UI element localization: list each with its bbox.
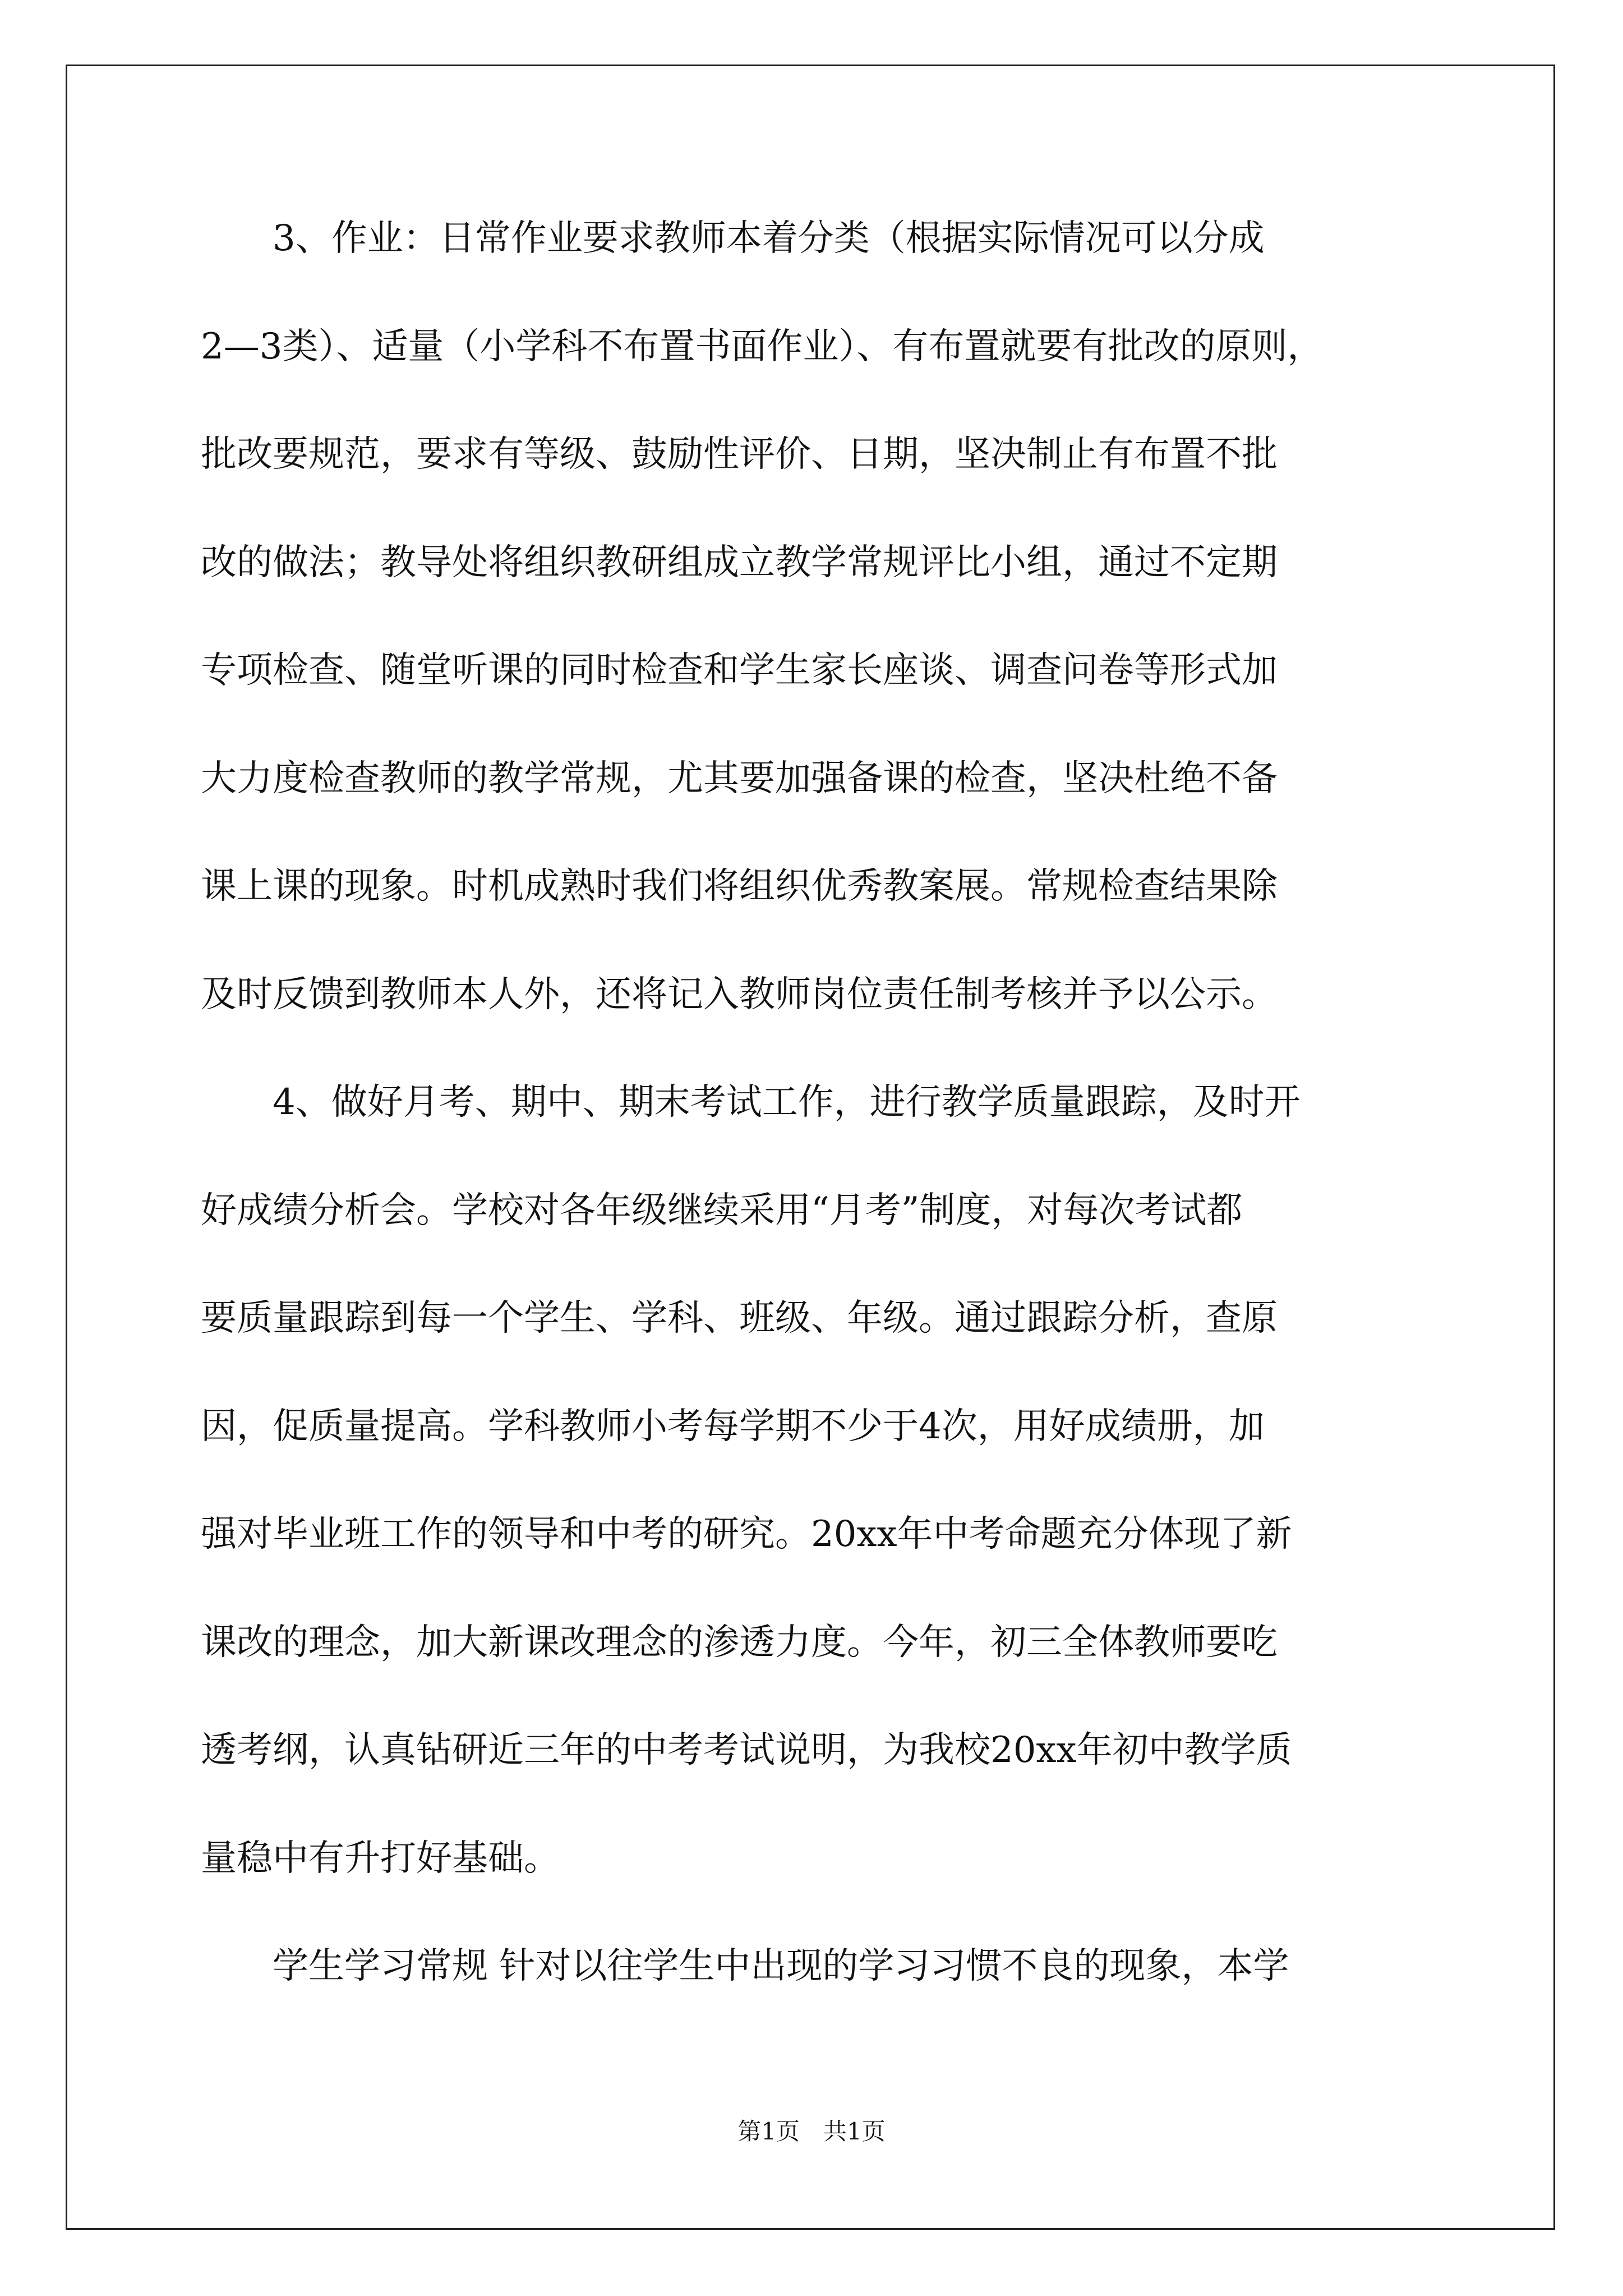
text-line: 2—3类）、适量（小学科不布置书面作业）、有布置就要有批改的原则，: [201, 326, 1324, 367]
text-line: 批改要规范，要求有等级、鼓励性评价、日期，坚决制止有布置不批: [201, 434, 1278, 475]
text-line: 量稳中有升打好基础。: [201, 1838, 560, 1879]
text-line: 3、作业：日常作业要求教师本着分类（根据实际情况可以分成: [201, 218, 1265, 259]
page-border: [66, 65, 1555, 2230]
text-line: 学生学习常规 针对以往学生中出现的学习习惯不良的现象，本学: [201, 1945, 1289, 1987]
text-line: 改的做法；教导处将组织教研组成立教学常规评比小组，通过不定期: [201, 542, 1278, 583]
text-line: 专项检查、随堂听课的同时检查和学生家长座谈、调查问卷等形式加: [201, 650, 1278, 691]
text-line: 好成绩分析会。学校对各年级继续采用“月考”制度，对每次考试都: [201, 1190, 1243, 1231]
text-line: 4、做好月考、期中、期末考试工作，进行教学质量跟踪，及时开: [201, 1082, 1301, 1123]
text-line: 课上课的现象。时机成熟时我们将组织优秀教案展。常规检查结果除: [201, 866, 1278, 907]
text-line: 透考纲，认真钻研近三年的中考考试说明，为我校20xx年初中教学质: [201, 1729, 1292, 1771]
text-line: 及时反馈到教师本人外，还将记入教师岗位责任制考核并予以公示。: [201, 974, 1278, 1015]
text-line: 因，促质量提高。学科教师小考每学期不少于4次，用好成绩册，加: [201, 1406, 1265, 1447]
page-footer: 第1页 共1页: [737, 2118, 886, 2145]
text-line: 课改的理念，加大新课改理念的渗透力度。今年，初三全体教师要吃: [201, 1622, 1278, 1663]
text-line: 强对毕业班工作的领导和中考的研究。20xx年中考命题充分体现了新: [201, 1513, 1292, 1555]
text-line: 要质量跟踪到每一个学生、学科、班级、年级。通过跟踪分析，查原: [201, 1297, 1278, 1339]
text-line: 大力度检查教师的教学常规，尤其要加强备课的检查，坚决杜绝不备: [201, 758, 1278, 799]
